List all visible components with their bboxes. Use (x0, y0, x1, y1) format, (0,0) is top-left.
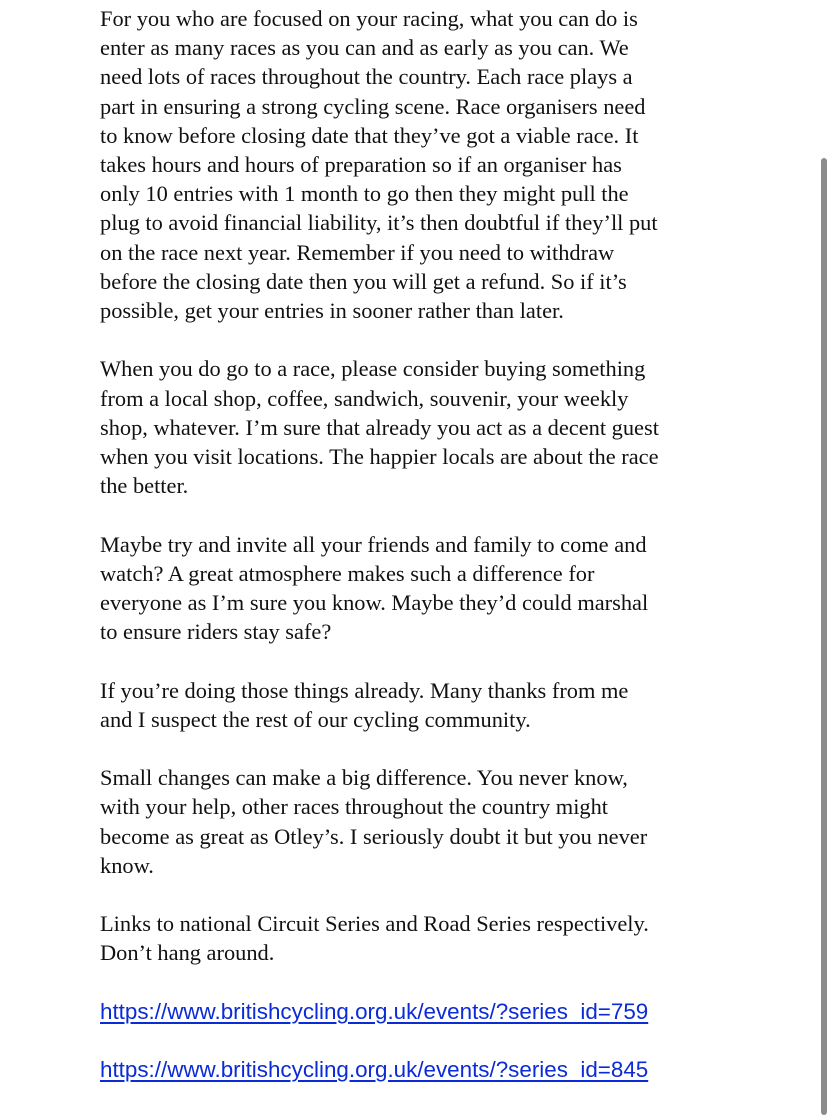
text-line: when you visit locations. The happier locals are about the race (100, 444, 659, 470)
text-line: on the race next year. Remember if you need to withdraw (100, 239, 615, 265)
text-line: to know before closing date that they’ve got a viable race. It (100, 122, 639, 148)
paragraph-links-intro (100, 909, 732, 967)
paragraph-local-shops (100, 354, 732, 500)
paragraph-friends-family (100, 530, 732, 647)
paragraph-thanks (100, 676, 732, 734)
text-line: and I suspect the rest of our cycling community. (100, 706, 531, 732)
text-line: from a local shop, coffee, sandwich, souvenir, your weekly (100, 385, 629, 411)
text-line: part in ensuring a strong cycling scene. Race organisers need (100, 93, 646, 119)
document-body (100, 4, 732, 1114)
text-line: before the closing date then you will get a refund. So if it’s (100, 268, 627, 294)
scrollbar-thumb[interactable] (821, 158, 827, 1115)
text-line: If you’re doing those things already. Many thanks from me (100, 677, 629, 703)
text-line: possible, get your entries in sooner rather than later. (100, 298, 564, 324)
text-line: the better. (100, 473, 189, 499)
text-line: plug to avoid financial liability, it’s then doubtful if they’ll put (100, 210, 658, 236)
text-line: become as great as Otley’s. I seriously doubt it but you never (100, 823, 648, 849)
text-line: Links to national Circuit Series and Road Series respectively. (100, 911, 649, 937)
text-line: everyone as I’m sure you know. Maybe they’d could marshal (100, 590, 649, 616)
text-line: know. (100, 852, 154, 878)
text-line: When you do go to a race, please consider buying something (100, 356, 646, 382)
text-line: to ensure riders stay safe? (100, 619, 332, 645)
text-line: watch? A great atmosphere makes such a difference for (100, 560, 595, 586)
text-line: need lots of races throughout the country. Each race plays a (100, 64, 633, 90)
road-series-link[interactable]: https://www.britishcycling.org.uk/events/?series_id=845 (100, 1057, 649, 1083)
text-line: takes hours and hours of preparation so if an organiser has (100, 152, 622, 178)
vertical-scrollbar[interactable] (820, 0, 828, 1115)
text-line: Small changes can make a big difference. You never know, (100, 765, 628, 791)
text-line: For you who are focused on your racing, what you can do is (100, 6, 638, 31)
text-line: with your help, other races throughout the country might (100, 794, 609, 820)
text-line: Maybe try and invite all your friends and family to come and (100, 531, 647, 557)
text-line: only 10 entries with 1 month to go then they might pull the (100, 181, 629, 207)
text-line: enter as many races as you can and as early as you can. We (100, 35, 629, 61)
paragraph-small-changes (100, 763, 732, 880)
circuit-series-link[interactable]: https://www.britishcycling.org.uk/events/?series_id=759 (100, 998, 649, 1024)
text-line: shop, whatever. I’m sure that already you act as a decent guest (100, 414, 659, 440)
text-line: Don’t hang around. (100, 940, 275, 966)
paragraph-racing-entries (100, 4, 732, 325)
